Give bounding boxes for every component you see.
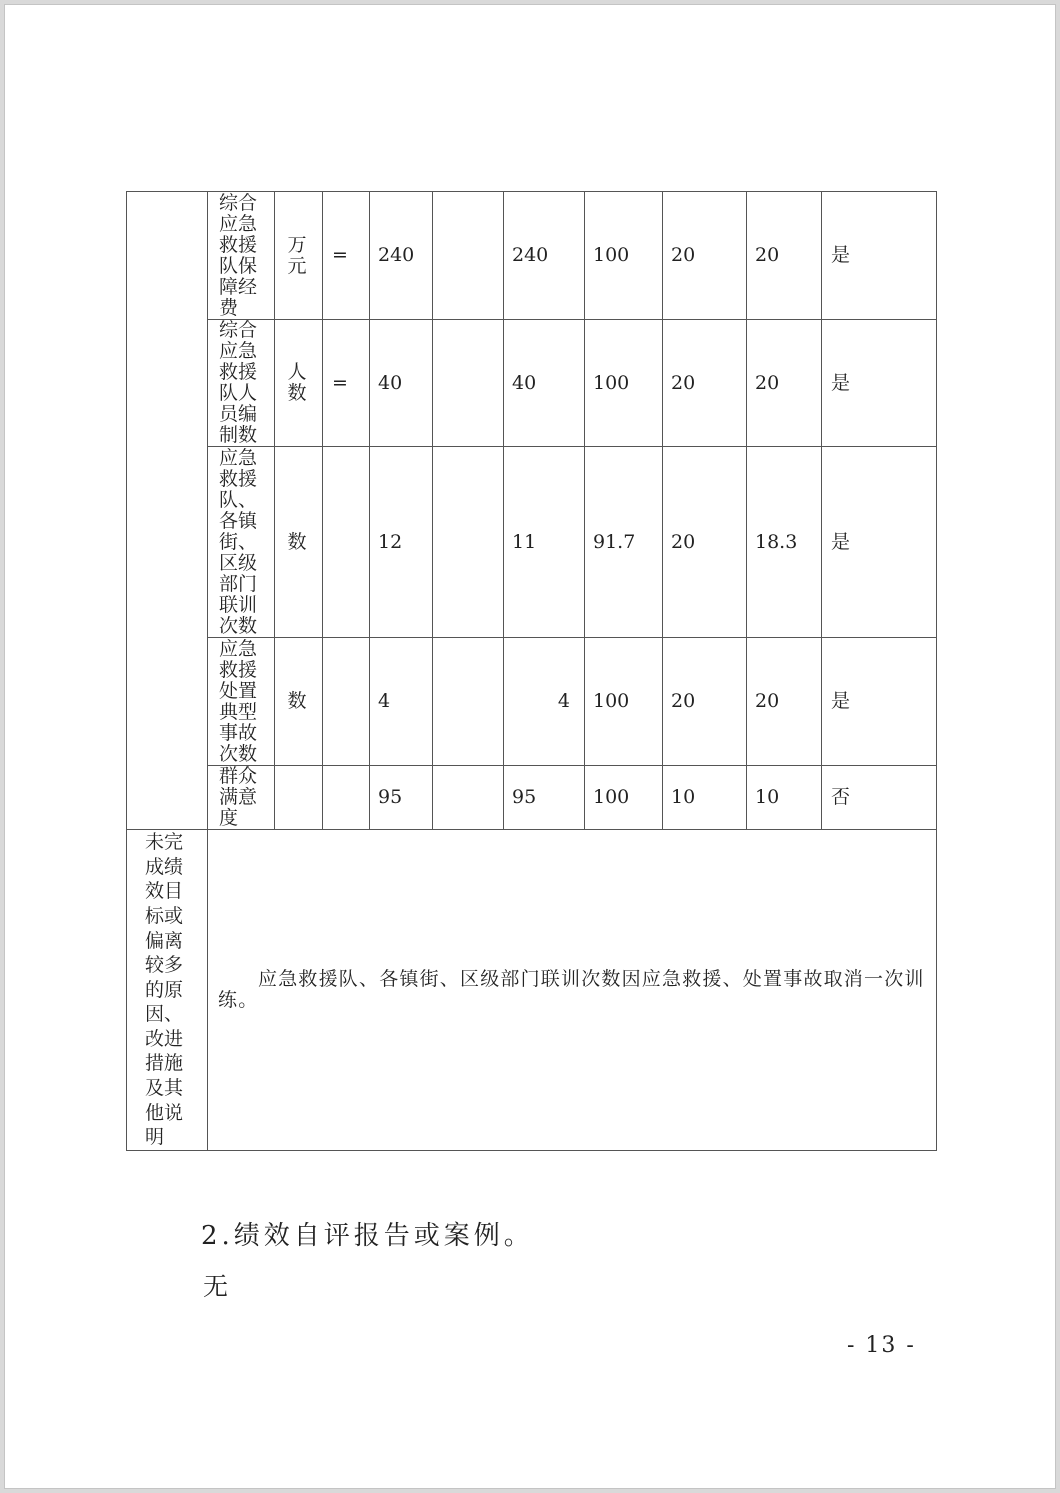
blank-cell	[433, 766, 504, 830]
actual-cell: 40	[504, 320, 585, 447]
document-page	[4, 4, 1056, 1489]
weight-cell: 20	[663, 638, 747, 766]
rate-cell: 100	[585, 766, 663, 830]
score-cell: 20	[747, 638, 822, 766]
table-row	[127, 766, 937, 830]
performance-table	[126, 191, 937, 1151]
unit-cell: 数	[275, 638, 323, 766]
unit-cell: 数	[275, 447, 323, 638]
operator-cell	[323, 766, 370, 830]
section-content: 无	[203, 1272, 229, 1301]
indicator-cell: 应急救援队、各镇街、区级部门联训次数	[208, 447, 275, 638]
rate-cell: 100	[585, 192, 663, 320]
flag-cell: 是	[822, 638, 937, 766]
actual-cell: 4	[504, 638, 585, 766]
target-cell: 95	[370, 766, 433, 830]
weight-cell: 20	[663, 192, 747, 320]
explanation-label-cell	[127, 830, 208, 1151]
score-cell: 18.3	[747, 447, 822, 638]
rate-cell: 100	[585, 638, 663, 766]
operator-cell	[323, 447, 370, 638]
weight-cell: 20	[663, 447, 747, 638]
page-number: - 13 -	[847, 1333, 916, 1358]
operator-cell	[323, 638, 370, 766]
unit-cell: 人数	[275, 320, 323, 447]
flag-cell: 是	[822, 320, 937, 447]
actual-cell: 95	[504, 766, 585, 830]
target-cell: 12	[370, 447, 433, 638]
score-cell: 10	[747, 766, 822, 830]
weight-cell: 10	[663, 766, 747, 830]
target-cell: 4	[370, 638, 433, 766]
weight-cell: 20	[663, 320, 747, 447]
flag-cell: 是	[822, 192, 937, 320]
explanation-label: 未完成绩效目标或偏离较多的原因、改进措施及其他说明	[145, 831, 184, 1149]
indicator-cell: 应急救援处置典型事故次数	[208, 638, 275, 766]
actual-cell: 11	[504, 447, 585, 638]
explanation-text: 应急救援队、各镇街、区级部门联训次数因应急救援、处置事故取消一次训练。	[208, 830, 937, 1151]
explanation-row	[127, 830, 937, 1151]
score-cell: 20	[747, 320, 822, 447]
rate-cell: 91.7	[585, 447, 663, 638]
actual-cell: 240	[504, 192, 585, 320]
flag-cell: 是	[822, 447, 937, 638]
indicator-cell: 综合应急救援队保障经费	[208, 192, 275, 320]
table-row	[127, 320, 937, 447]
operator-cell: =	[323, 192, 370, 320]
category-cell	[127, 192, 208, 830]
rate-cell: 100	[585, 320, 663, 447]
indicator-cell: 群众满意度	[208, 766, 275, 830]
blank-cell	[433, 447, 504, 638]
table-row	[127, 638, 937, 766]
target-cell: 40	[370, 320, 433, 447]
blank-cell	[433, 192, 504, 320]
score-cell: 20	[747, 192, 822, 320]
unit-cell	[275, 766, 323, 830]
table-row	[127, 447, 937, 638]
blank-cell	[433, 320, 504, 447]
section-heading: 2.绩效自评报告或案例。	[201, 1221, 534, 1251]
target-cell: 240	[370, 192, 433, 320]
operator-cell: =	[323, 320, 370, 447]
unit-cell: 万元	[275, 192, 323, 320]
table-row	[127, 192, 937, 320]
indicator-cell: 综合应急救援队人员编制数	[208, 320, 275, 447]
flag-cell: 否	[822, 766, 937, 830]
blank-cell	[433, 638, 504, 766]
